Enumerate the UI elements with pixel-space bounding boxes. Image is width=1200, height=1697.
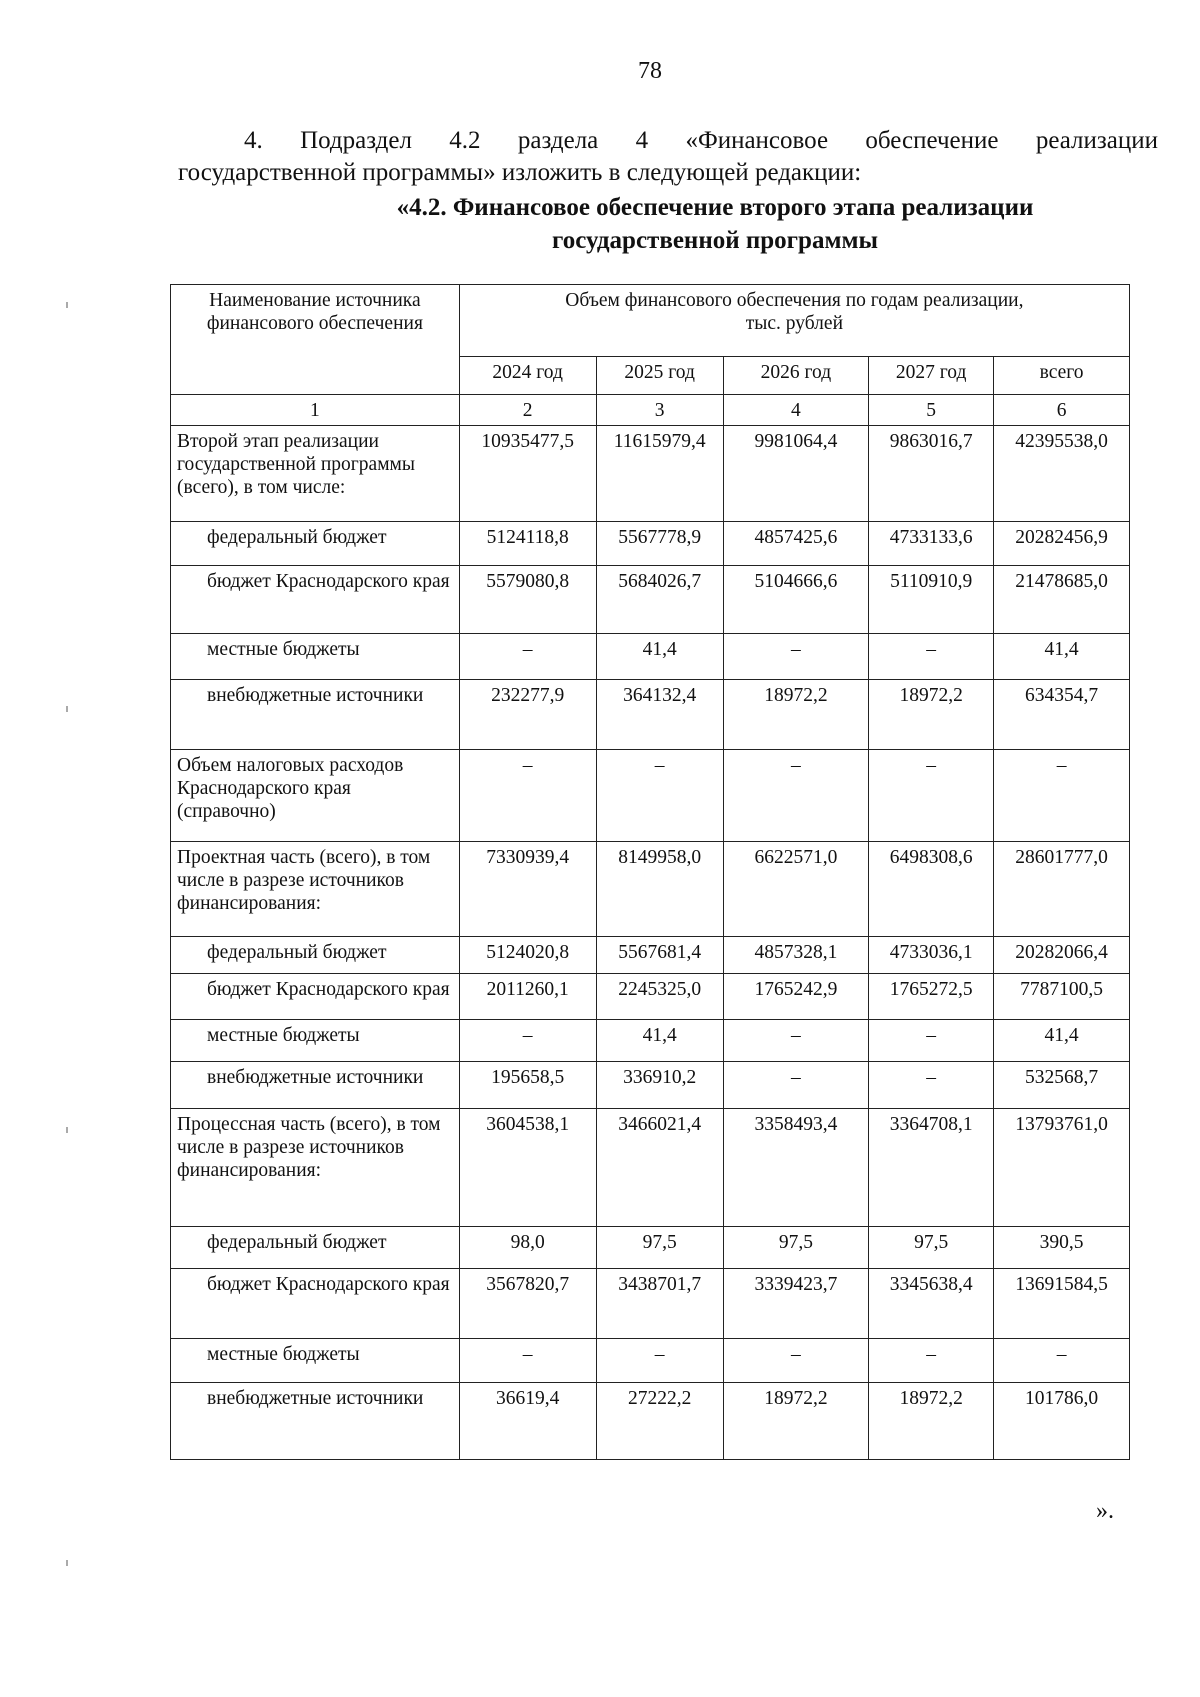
- value-cell: 3604538,1: [459, 1109, 596, 1227]
- value-cell: 5124118,8: [459, 522, 596, 566]
- total-cell: 7787100,5: [994, 974, 1130, 1020]
- table-row: [171, 1109, 1130, 1227]
- row-label: Объем налоговых расходов Краснодарского края (справочно): [171, 750, 460, 842]
- table-row: [171, 634, 1130, 680]
- row-label: внебюджетные источники: [171, 1062, 460, 1109]
- value-cell: –: [869, 634, 994, 680]
- value-cell: 4857425,6: [723, 522, 868, 566]
- total-cell: 634354,7: [994, 680, 1130, 750]
- year-header: 2026 год: [723, 357, 868, 395]
- value-cell: 5579080,8: [459, 566, 596, 634]
- table-row: [171, 1227, 1130, 1269]
- intro-line-1: 4. Подраздел 4.2 раздела 4 «Финансовое обеспечение реализации: [244, 127, 1158, 154]
- value-cell: 5684026,7: [596, 566, 723, 634]
- table-row: [171, 566, 1130, 634]
- value-cell: 10935477,5: [459, 426, 596, 522]
- column-number-row: [171, 395, 1130, 426]
- total-cell: 532568,7: [994, 1062, 1130, 1109]
- value-cell: 97,5: [596, 1227, 723, 1269]
- table-row: [171, 750, 1130, 842]
- column-number: 4: [723, 395, 868, 426]
- table-row: [171, 842, 1130, 937]
- volume-header-line-1: Объем финансового обеспечения по годам реализации,: [565, 290, 1024, 311]
- intro-line-2: государственной программы» изложить в следующей редакции:: [178, 159, 862, 186]
- row-label: федеральный бюджет: [171, 937, 460, 974]
- column-number: 5: [869, 395, 994, 426]
- row-label: федеральный бюджет: [171, 522, 460, 566]
- value-cell: 98,0: [459, 1227, 596, 1269]
- volume-header-line-2: тыс. рублей: [745, 313, 844, 334]
- value-cell: 5104666,6: [723, 566, 868, 634]
- value-cell: 5124020,8: [459, 937, 596, 974]
- row-label: федеральный бюджет: [171, 1227, 460, 1269]
- total-cell: –: [994, 750, 1130, 842]
- row-label: местные бюджеты: [171, 634, 460, 680]
- value-cell: 232277,9: [459, 680, 596, 750]
- value-cell: 4733133,6: [869, 522, 994, 566]
- value-cell: 8149958,0: [596, 842, 723, 937]
- row-label: местные бюджеты: [171, 1339, 460, 1383]
- value-cell: 1765272,5: [869, 974, 994, 1020]
- header-row-1: [171, 285, 1130, 357]
- heading-line-2: государственной программы: [551, 227, 879, 254]
- value-cell: 3567820,7: [459, 1269, 596, 1339]
- total-cell: 101786,0: [994, 1383, 1130, 1460]
- value-cell: –: [723, 1339, 868, 1383]
- value-cell: 5110910,9: [869, 566, 994, 634]
- table-row: [171, 680, 1130, 750]
- column-number: 6: [994, 395, 1130, 426]
- value-cell: 9981064,4: [723, 426, 868, 522]
- column-number: 3: [596, 395, 723, 426]
- row-label: бюджет Краснодарского края: [171, 974, 460, 1020]
- value-cell: 4857328,1: [723, 937, 868, 974]
- closing-quote: ».: [1096, 1498, 1114, 1524]
- total-cell: 20282456,9: [994, 522, 1130, 566]
- value-cell: 18972,2: [723, 1383, 868, 1460]
- value-cell: 6498308,6: [869, 842, 994, 937]
- value-cell: 18972,2: [723, 680, 868, 750]
- row-label: Второй этап реализации государственной программы (всего), в том числе:: [171, 426, 460, 522]
- value-cell: –: [869, 1062, 994, 1109]
- value-cell: –: [723, 750, 868, 842]
- table-row: [171, 1339, 1130, 1383]
- total-cell: 13793761,0: [994, 1109, 1130, 1227]
- value-cell: 18972,2: [869, 1383, 994, 1460]
- financing-table: [170, 284, 1130, 1460]
- value-cell: 1765242,9: [723, 974, 868, 1020]
- column-number: 2: [459, 395, 596, 426]
- source-header: Наименование источника финансового обеспечения: [171, 285, 460, 395]
- table-row: [171, 426, 1130, 522]
- margin-scan-mark: [66, 1560, 68, 1566]
- total-header: всего: [994, 357, 1130, 395]
- value-cell: –: [869, 1020, 994, 1062]
- value-cell: 36619,4: [459, 1383, 596, 1460]
- row-label: Процессная часть (всего), в том числе в разрезе источников финансирования:: [171, 1109, 460, 1227]
- intro-paragraph: [178, 125, 1158, 189]
- volume-header: [459, 285, 1129, 357]
- value-cell: 27222,2: [596, 1383, 723, 1460]
- row-label: внебюджетные источники: [171, 680, 460, 750]
- value-cell: 195658,5: [459, 1062, 596, 1109]
- value-cell: 97,5: [869, 1227, 994, 1269]
- value-cell: 5567778,9: [596, 522, 723, 566]
- year-header: 2024 год: [459, 357, 596, 395]
- value-cell: –: [723, 634, 868, 680]
- total-cell: 28601777,0: [994, 842, 1130, 937]
- value-cell: 3438701,7: [596, 1269, 723, 1339]
- value-cell: 3364708,1: [869, 1109, 994, 1227]
- year-header: 2027 год: [869, 357, 994, 395]
- table-row: [171, 1062, 1130, 1109]
- table-row: [171, 937, 1130, 974]
- heading-line-1: «4.2. Финансовое обеспечение второго этапа реализации: [396, 194, 1034, 221]
- value-cell: 97,5: [723, 1227, 868, 1269]
- table-row: [171, 1383, 1130, 1460]
- year-header: 2025 год: [596, 357, 723, 395]
- value-cell: 9863016,7: [869, 426, 994, 522]
- value-cell: 18972,2: [869, 680, 994, 750]
- value-cell: –: [869, 750, 994, 842]
- total-cell: 20282066,4: [994, 937, 1130, 974]
- margin-scan-mark: [66, 706, 68, 712]
- value-cell: 2245325,0: [596, 974, 723, 1020]
- row-label: внебюджетные источники: [171, 1383, 460, 1460]
- page-number: 78: [638, 58, 662, 84]
- value-cell: 4733036,1: [869, 937, 994, 974]
- value-cell: –: [459, 634, 596, 680]
- value-cell: 5567681,4: [596, 937, 723, 974]
- table-row: [171, 1020, 1130, 1062]
- value-cell: 7330939,4: [459, 842, 596, 937]
- table-row: [171, 1269, 1130, 1339]
- total-cell: 42395538,0: [994, 426, 1130, 522]
- value-cell: 41,4: [596, 1020, 723, 1062]
- value-cell: 3345638,4: [869, 1269, 994, 1339]
- value-cell: –: [723, 1062, 868, 1109]
- value-cell: –: [723, 1020, 868, 1062]
- total-cell: 390,5: [994, 1227, 1130, 1269]
- value-cell: 3339423,7: [723, 1269, 868, 1339]
- row-label: местные бюджеты: [171, 1020, 460, 1062]
- total-cell: 41,4: [994, 634, 1130, 680]
- value-cell: –: [596, 1339, 723, 1383]
- row-label: Проектная часть (всего), в том числе в разрезе источников финансирования:: [171, 842, 460, 937]
- margin-scan-mark: [66, 302, 68, 308]
- total-cell: 21478685,0: [994, 566, 1130, 634]
- table-row: [171, 522, 1130, 566]
- value-cell: 6622571,0: [723, 842, 868, 937]
- value-cell: –: [869, 1339, 994, 1383]
- value-cell: –: [459, 1020, 596, 1062]
- section-heading: [300, 191, 1130, 257]
- value-cell: 3358493,4: [723, 1109, 868, 1227]
- value-cell: 3466021,4: [596, 1109, 723, 1227]
- row-label: бюджет Краснодарского края: [171, 566, 460, 634]
- table-row: [171, 974, 1130, 1020]
- total-cell: 41,4: [994, 1020, 1130, 1062]
- value-cell: 11615979,4: [596, 426, 723, 522]
- value-cell: –: [459, 1339, 596, 1383]
- margin-scan-mark: [66, 1127, 68, 1133]
- value-cell: 41,4: [596, 634, 723, 680]
- value-cell: –: [459, 750, 596, 842]
- total-cell: 13691584,5: [994, 1269, 1130, 1339]
- value-cell: 336910,2: [596, 1062, 723, 1109]
- total-cell: –: [994, 1339, 1130, 1383]
- row-label: бюджет Краснодарского края: [171, 1269, 460, 1339]
- value-cell: 364132,4: [596, 680, 723, 750]
- column-number: 1: [171, 395, 460, 426]
- value-cell: –: [596, 750, 723, 842]
- value-cell: 2011260,1: [459, 974, 596, 1020]
